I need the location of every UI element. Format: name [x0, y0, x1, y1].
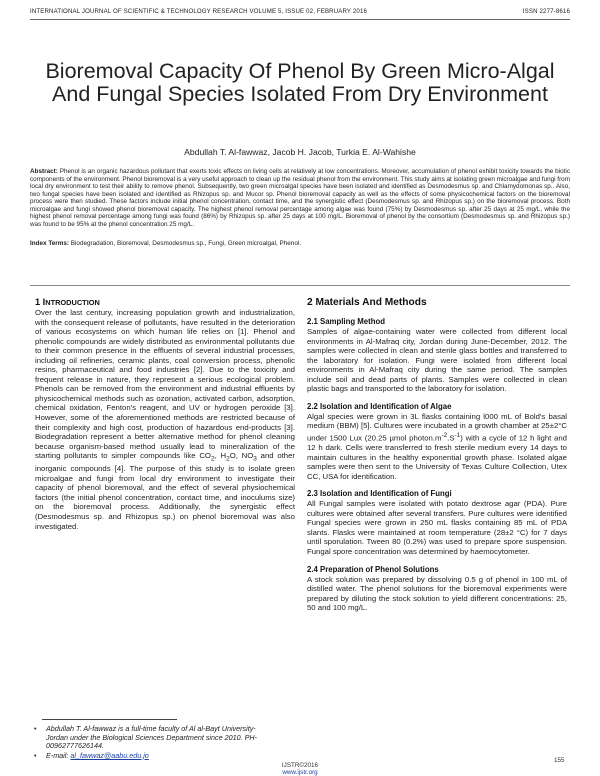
- s22-superscript-2: -1: [454, 431, 461, 439]
- section-2-1-title: 2.1 Sampling Method: [307, 317, 385, 326]
- email-link[interactable]: al_fawwaz@aabu.edu.jo: [70, 750, 149, 760]
- header-rule: [30, 19, 570, 20]
- methods-heading: 2 Materials And Methods: [307, 297, 427, 308]
- right-column: [307, 297, 567, 613]
- abstract-divider: [30, 285, 570, 286]
- index-terms: [30, 240, 570, 248]
- journal-name: INTERNATIONAL JOURNAL OF SCIENTIFIC & TECHNOLOGY RESEARCH VOLUME 5, ISSUE 02, FEBRUARY 2016: [30, 8, 368, 15]
- section-2-4-title: 2.4 Preparation of Phenol Solutions: [307, 564, 439, 574]
- footer-url[interactable]: www.ijstr.org: [282, 769, 318, 776]
- footnote-rule: [42, 719, 177, 720]
- section-2-1-text: Samples of algae-containing water were collected from different local environments in Al-Mafraq city, Jordan during June-December, 2012. The samples were collected in clean and sterile glass bottles and transferred to the laboratory for isolation. Fungi were isolated from different local environments in Al-Mafraq city during the same period. The samples include soil and dead parts of plants. Samples were collected in clean plastic bags and transported to the laboratory for isolation.: [307, 327, 567, 394]
- footnote-affiliation: [30, 725, 270, 751]
- issn: ISSN 2277-8616: [522, 8, 570, 15]
- footer-copyright: IJSTR©2016: [281, 762, 319, 769]
- footnote-email: [30, 752, 270, 761]
- abstract: [30, 168, 570, 228]
- h2o-subscript: 2: [226, 455, 230, 463]
- s22-superscript-1: -2: [441, 431, 448, 439]
- intro-heading-rest: NTRODUCTION: [45, 298, 100, 307]
- abstract-text: Phenol is an organic hazardous pollutant that exerts toxic effects on living cells at relatively at low concentrations. Moreover, accumulation of phenol exhibit toxicity towards the biotic components of the environment. Phenol bioremoval is a very useful approach to clean up the residual phenol from the environment. This study aims at isolating green microalgae and fungi from local dry environment to test their ability to remove phenol. Subsequently, two green microalgal species have been isolated and identified as Desmodesmus sp. and Chlamydomonas sp.. Also, two fungal species have been isolated and identified as Rhizopus sp. and Mucor sp. Phenol bioremoval capacity as well as the effects of some physicochemical factors on the bioremoval process were then studied. These factors include initial phenol concentration, contact time, and the synergistic effect (Desmodesmus sp. and Rhizopus sp.) on the bioremoval process. Both microalgae and fungi showed phenol bioremoval capacity. The highest phenol removal percentage among algae was found (75%) by Desmodesmus sp. after 25 days at 25 mg/L, while the highest phenol removal percentage among fungi was found (86%) by Rhizopus sp. after 25 days at 100 mg/L. Bioremoval of phenol by the consortium (Desmodesmus sp. and Rhizopus sp.) was found to be 95% at the phenol concentration 25 mg/L.: [30, 168, 570, 228]
- s22-text-c: ) with a cycle of 12 h light and 12 h dark. Cells were transferred to fresh sterile medium every 14 days to maintain cultures in the healthy exponential growth phase. Isolated algae samples were then sent to the University of Texas Culture Collection, Utex CC, USA for identification.: [307, 433, 567, 481]
- intro-heading-initial: I: [42, 297, 46, 307]
- section-2-2-title: 2.2 Isolation and Identification of Algae: [307, 401, 452, 411]
- page-footer: [0, 762, 600, 776]
- intro-text-c: O, NO: [229, 451, 254, 461]
- co2-subscript: 2: [210, 455, 215, 463]
- footnote-email-label: E-mail:: [46, 750, 71, 760]
- intro-text-a: Over the last century, increasing population growth and industrialization, with the consequent release of pollutants, have resulted in the deterioration of various ecosystems on which human life relies on [1]. Phenol and phenolic compounds are widely distributed as environmental pollutants due to their common presence in the effluents of several industrial processes, including oil refineries, ceramic plants, coal conversion process, phenolic resins, pharmaceutical and food industries [2]. Due to the toxicity and frequent release in nature, they represent a serious ecological problem. Phenols can be removed from the environment and industrial effluents by physicochemical methods such as ozonation, activated carbon, adsorption, chemical oxidation, Fenton's reagent, and UV or hydrogen peroxide [3]. However, some of the aforementioned methods are restricted because of their complexity and high cost, production of hazardous end-products [3]. Biodegradation represent a better alternative method for phenol cleaning because organism-based method usually lead to mineralization of the starting pollutants to simpler compounds like CO: [35, 308, 295, 461]
- intro-text-b: , H: [214, 451, 227, 461]
- no3-subscript: 3: [253, 455, 257, 463]
- page-number: 155: [554, 757, 565, 764]
- section-2-3-text: All Fungal samples were isolated with potato dextrose agar (PDA). Pure cultures were obtained after several transfers. Pure cultures were identified Fungal species were grown in 250 mL flasks containing 85 mL of PDA slants. Flasks were maintained at room temperature (28±2 °C) for 7 days until sporulation. Tween 80 (0.2%) was used to prepare spore suspension. Fungal spore concentration was determined by haemocytometer.: [307, 499, 567, 556]
- section-2-4-text: A stock solution was prepared by dissolving 0.5 g of phenol in 100 mL of distilled water. The phenol solutions for the bioremoval experiments were prepared by diluting the stock solution to yield different concentrations: 25, 50 and 100 mg/L.: [307, 574, 567, 613]
- paper-title: Bioremoval Capacity Of Phenol By Green Micro-Algal And Fungal Species Isolated From Dry Environment: [45, 59, 555, 106]
- s22-text-a: Algal species were grown in 3L flasks containing l000 mL of Bold's basal medium (BBM) [5]. Cultures were incubated in a growth chamber at 25±2°C under 1500 Lux (20.25 µmol photon.m: [307, 411, 567, 443]
- index-terms-text: Biodegradation, Bioremoval, Desmodesmus sp., Fungi, Green microalgal, Phenol.: [70, 240, 302, 247]
- intro-paragraph: [35, 308, 295, 531]
- footnote-affiliation-text: Abdullah T. Al-fawwaz is a full-time faculty of Al al-Bayt University-Jordan under the Biological Sciences Department since 2010. PH-00962777626144.: [46, 724, 257, 750]
- footnotes: [30, 725, 270, 760]
- intro-number: 1: [35, 297, 43, 307]
- intro-text-d: and other inorganic compounds [4]. The purpose of this study is to isolate green microalgae and fungi from local dry environment to investigate their capacity of phenol bioremoval, and the effect of several physiochemical factors (the initial phenol concentration, contact time, and inoculums size) on the bioremoval process. Additionally, the synergistic effect (Desmodesmus sp. and Rhizopus sp.) on phenol bioremoval was also investigated.: [35, 451, 295, 531]
- index-terms-label: Index Terms:: [30, 240, 70, 247]
- authors: Abdullah T. Al-fawwaz, Jacob H. Jacob, Turkia E. Al-Wahishe: [184, 147, 416, 157]
- s22-text-b: .S: [447, 433, 455, 443]
- footnote-bullet: •: [34, 750, 37, 760]
- footnote-bullet: •: [34, 724, 37, 733]
- left-column: [35, 297, 295, 531]
- abstract-label: Abstract:: [30, 168, 58, 175]
- intro-heading: [35, 297, 295, 308]
- section-2-2-text: [307, 412, 567, 481]
- section-2-3-title: 2.3 Isolation and Identification of Fungi: [307, 489, 452, 499]
